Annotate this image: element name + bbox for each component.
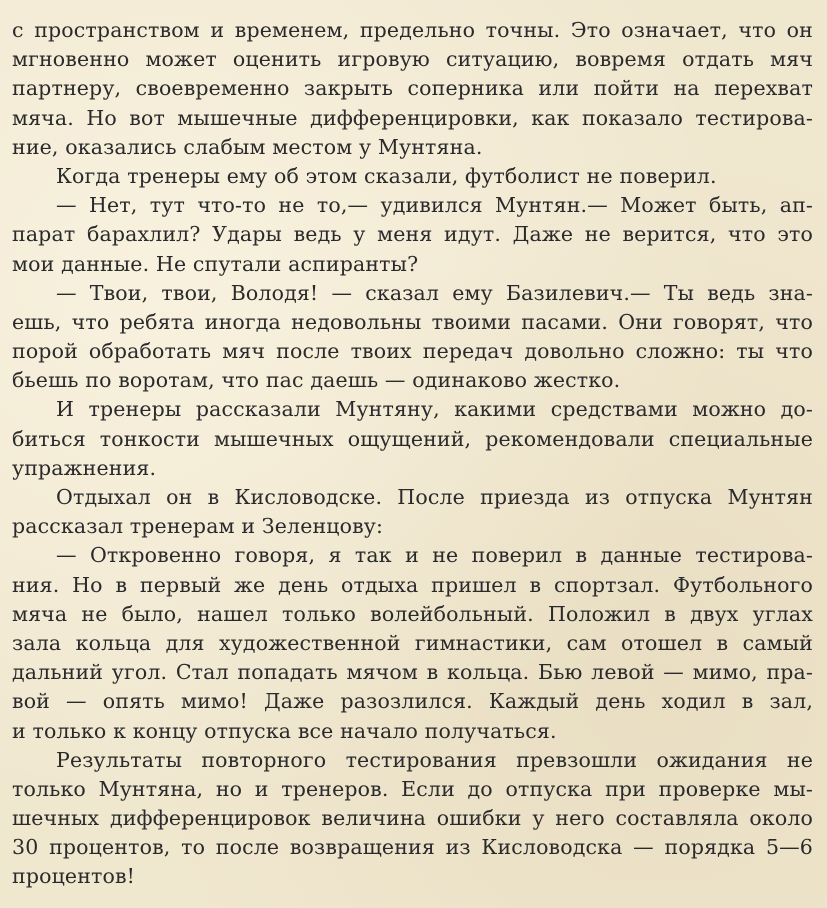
text-line <box>12 571 813 600</box>
text-line <box>12 74 813 103</box>
text-line <box>12 541 813 570</box>
text-line-content: упражнения. <box>12 455 157 480</box>
text-line <box>12 600 813 629</box>
text-line <box>12 717 813 746</box>
text-line <box>12 833 813 862</box>
text-line-content: Когда тренеры ему об этом сказали, футболист не поверил. <box>56 163 717 188</box>
text-line <box>12 629 813 658</box>
text-line-content: рассказал тренерам и Зеленцову: <box>12 514 384 539</box>
text-line <box>12 775 813 804</box>
text-line-content: Отдыхал он в Кисловодске. После приезда из отпуска Мунтян <box>56 485 813 509</box>
text-line <box>12 483 813 512</box>
text-line <box>12 104 813 133</box>
text-line-content: мяча. Но вот мышечные дифференцировки, как показало тестирова- <box>12 105 813 130</box>
text-line <box>12 337 813 366</box>
text-line <box>12 366 813 395</box>
text-line-content: — Нет, тут что-то не то,— удивился Мунтян.— Может быть, ап- <box>56 193 813 218</box>
text-line-content: парат барахлил? Удары ведь у меня идут. Даже не верится, что это <box>12 222 813 247</box>
text-line <box>12 45 813 74</box>
text-line-content: И тренеры рассказали Мунтяну, какими средствами можно до- <box>56 397 813 422</box>
text-line-content: Результаты повторного тестирования превзошли ожидания не <box>56 747 813 772</box>
text-line <box>12 16 813 45</box>
text-line-content: порой обработать мяч после твоих передач довольно сложно: ты что <box>12 339 813 364</box>
text-line <box>12 454 813 483</box>
text-line-content: — Откровенно говоря, я так и не поверил в данные тестирова- <box>56 543 813 568</box>
text-line <box>12 133 813 162</box>
text-line-content: ние, оказались слабым местом у Мунтяна. <box>12 134 483 159</box>
text-line <box>12 162 813 191</box>
text-line-content: партнеру, своевременно закрыть соперника или пойти на перехват <box>12 76 813 101</box>
text-line-content: только Мунтяна, но и тренеров. Если до отпуска при проверке мы- <box>12 776 813 801</box>
text-line <box>12 395 813 424</box>
text-line-content: мгновенно может оценить игровую ситуацию, вовремя отдать мяч <box>12 47 813 72</box>
text-line <box>12 279 813 308</box>
text-line-content: биться тонкости мышечных ощущений, рекомендовали специальные <box>12 426 813 451</box>
text-line <box>12 425 813 454</box>
text-line <box>12 250 813 279</box>
text-line <box>12 512 813 541</box>
text-line <box>12 862 813 891</box>
text-line-content: мои данные. Не спутали аспиранты? <box>12 251 419 276</box>
text-line-content: с пространством и временем, предельно точны. Это означает, что он <box>12 18 813 42</box>
text-line-content: процентов! <box>12 864 136 889</box>
text-line <box>12 191 813 220</box>
text-line <box>12 658 813 687</box>
text-line-content: 30 процентов, то после возвращения из Кисловодска — порядка 5—6 <box>12 835 813 860</box>
text-line-content: и только к концу отпуска все начало получаться. <box>12 718 557 743</box>
text-line-content: шечных дифференцировок величина ошибки у него составляла около <box>12 806 813 831</box>
text-line-content: зала кольца для художественной гимнастики, сам отошел в самый <box>12 630 813 655</box>
text-line-content: ешь, что ребята иногда недовольны твоими пасами. Они говорят, что <box>12 309 813 334</box>
text-line <box>12 804 813 833</box>
text-line-content: мяча не было, нашел только волейбольный. Положил в двух углах <box>12 601 813 626</box>
text-line <box>12 308 813 337</box>
text-line <box>12 746 813 775</box>
text-line <box>12 687 813 716</box>
text-line-content: дальний угол. Стал попадать мячом в кольца. Бью левой — мимо, пра- <box>12 660 813 685</box>
text-line-content: вой — опять мимо! Даже разозлился. Каждый день ходил в зал, <box>12 689 813 714</box>
text-line <box>12 220 813 249</box>
text-line-content: — Твои, твои, Володя! — сказал ему Базилевич.— Ты ведь зна- <box>56 280 813 305</box>
text-line-content: ния. Но в первый же день отдыха пришел в спортзал. Футбольного <box>12 572 813 597</box>
text-line-content: бьешь по воротам, что пас даешь — одинаково жестко. <box>12 368 621 393</box>
